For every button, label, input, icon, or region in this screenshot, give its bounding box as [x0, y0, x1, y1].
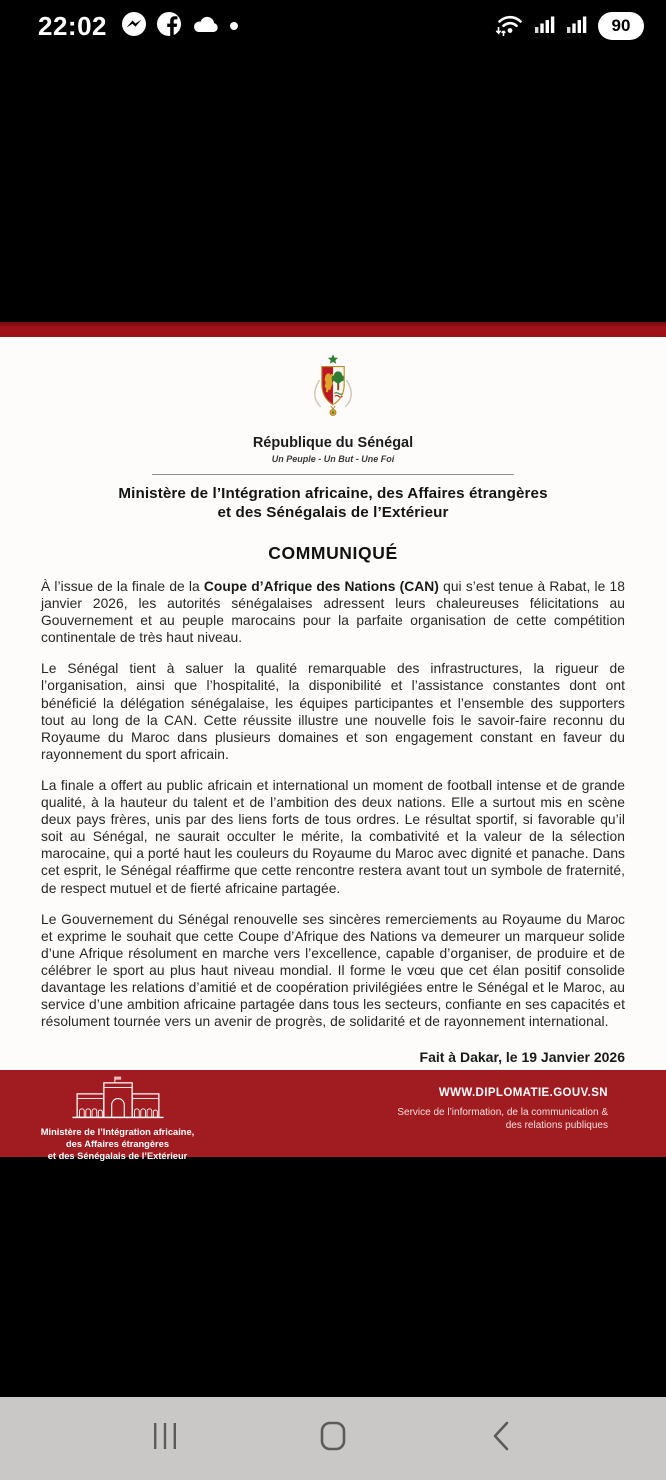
paragraph-1-text: À l’issue de la finale de la [41, 579, 204, 594]
national-motto: Un Peuple - Un But - Une Foi [271, 454, 395, 464]
dateline: Fait à Dakar, le 19 Janvier 2026 [419, 1049, 625, 1066]
signal-bars-icon-sim1 [534, 12, 558, 41]
paragraph-1-bold-text: Coupe d’Afrique des Nations (CAN) [203, 579, 439, 594]
home-icon [320, 1421, 346, 1456]
document-top-red-strip [0, 322, 666, 337]
recents-button[interactable] [135, 1409, 195, 1469]
paragraph-2: Le Sénégal tient à saluer la qualité remarquable des infrastructures, la rigueur de l’organisation, ainsi que l’hospitalité, la disponibilité et l’assistance constantes dont ont bénéficié la délégation sénégalaise, les équipes participantes et l’ensemble des supporters tout au long de la CAN. Cette réussite illustre une nouvelle fois le savoir-faire reconnu du Royaume du Maroc dans plusieurs domaines et son engagement constant en faveur du rayonnement du sport africain. [41, 661, 625, 762]
ministry-title-line2: et des Sénégalais de l’Extérieur [217, 504, 449, 521]
home-button[interactable] [303, 1409, 363, 1469]
communique-document [0, 337, 666, 1070]
back-icon [492, 1421, 510, 1456]
facebook-icon [156, 11, 182, 42]
service-line1: Service de l’information, de la communication & [397, 1107, 608, 1118]
signal-bars-icon-sim2 [566, 12, 590, 41]
footer-ministry-name [0, 1126, 235, 1162]
wifi-icon [492, 10, 526, 43]
footer-ministry-line2: des Affaires étrangères [65, 1139, 169, 1149]
paragraph-1-text-cont: qui s’est tenue à Rabat, le 18 janvier 2026, les autorités sénégalaises adressent leurs chaleureuses félicitations au Gouvernement et au peuple marocains pour la parfaite organisation de cette compétition continentale de très haut niveau. [41, 579, 625, 646]
cloud-icon [191, 13, 221, 40]
service-name [397, 1106, 608, 1132]
footer-contact-block [397, 1070, 666, 1157]
paragraph-4: Le Gouvernement du Sénégal renouvelle ses sincères remerciements au Royaume du Maroc et exprime le souhait que cette Coupe d’Afrique des Nations va demeurer un marqueur solide d’une Afrique résolument en marche vers l’excellence, capable d’organiser, de produire et de célébrer le sport au plus haut niveau mondial. Il forme le vœu que cet élan positif consolide davantage les relations d’amitié et de coopération privilégiées entre le Sénégal et le Maroc, au service d’une ambition africaine partagée dans tous les secteurs, confiante en ses capacités et résolument tournée vers un avenir de progrès, de solidarité et de rayonnement international. [41, 911, 625, 1030]
status-bar [0, 0, 666, 52]
ministry-building-icon [68, 1106, 168, 1123]
messenger-icon [121, 11, 147, 42]
paragraph-3: La finale a offert au public africain et international un moment de football intense et de grande qualité, à la hauteur du talent et de l’ambition des deux nations. Elle a surtout mis en scène deux pays frères, unis par des liens forts de tous ordres. Le résultat sportif, si favorable qu’il soit au Sénégal, ne saurait occulter le mérite, la combativité et la valeur de la sélection marocaine, qui a porté haut les couleurs du Royaume du Maroc avec dignité et panache. Dans cet esprit, le Sénégal réaffirme que cette rencontre restera avant tout un symbole de fraternité, de respect mutuel et de fierté africaine partagée. [41, 777, 625, 896]
notification-dot-icon [230, 22, 238, 30]
document-body [0, 578, 666, 1030]
footer-ministry-block [0, 1070, 235, 1161]
battery-indicator: 90 [598, 12, 644, 40]
senegal-coat-of-arms-icon [305, 353, 361, 430]
ministry-title-line1: Ministère de l’Intégration africaine, des Affaires étrangères [118, 485, 548, 502]
document-footer-band [0, 1070, 666, 1161]
service-line2: des relations publiques [505, 1120, 608, 1131]
system-status-icons [492, 10, 644, 43]
clock: 22:02 [38, 10, 107, 41]
header-divider [152, 474, 514, 475]
footer-ministry-line1: Ministère de l’Intégration africaine, [40, 1127, 195, 1137]
ministry-title [0, 484, 666, 522]
notification-icons [121, 11, 238, 42]
recents-icon [153, 1422, 177, 1455]
website-url: WWW.DIPLOMATIE.GOUV.SN [438, 1087, 608, 1099]
footer-ministry-line3: et des Sénégalais de l’Extérieur [47, 1151, 188, 1161]
republic-name: République du Sénégal [252, 435, 414, 451]
document-title: COMMUNIQUÉ [268, 543, 398, 563]
paragraph-1 [41, 578, 625, 646]
back-button[interactable] [471, 1409, 531, 1469]
android-nav-bar [0, 1397, 666, 1480]
